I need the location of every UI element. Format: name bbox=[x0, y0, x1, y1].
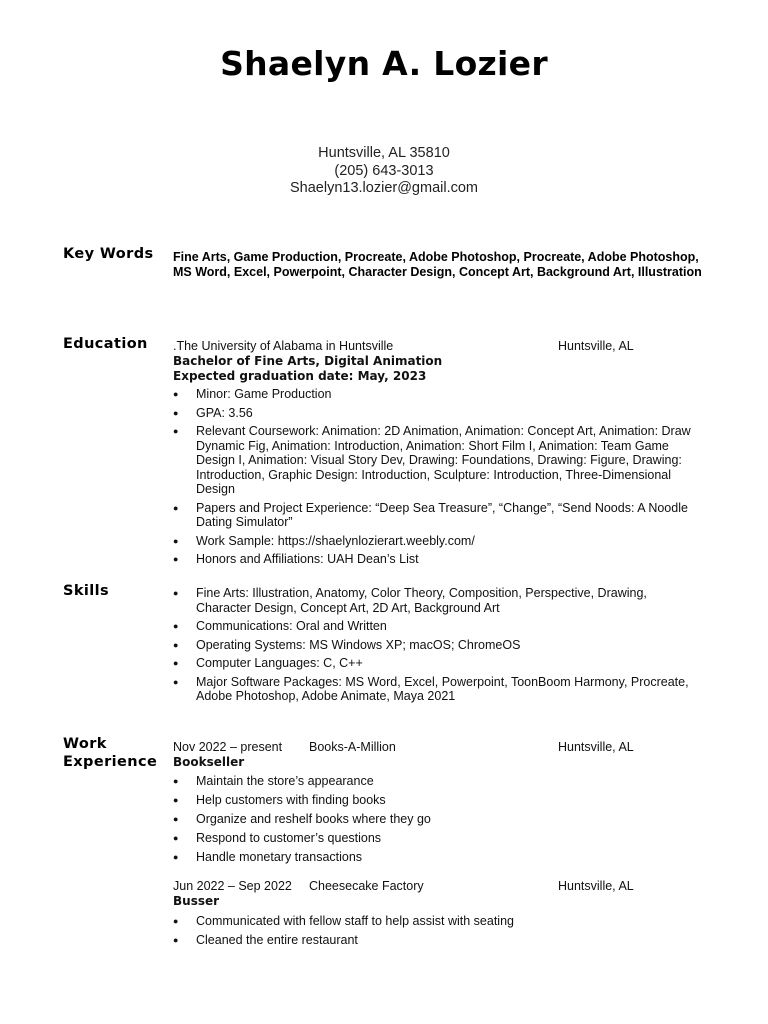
school-name: .The University of Alabama in Huntsville bbox=[173, 339, 394, 353]
job-title: Busser bbox=[173, 894, 220, 908]
job-bullets bbox=[173, 774, 703, 865]
list-item: ● Handle monetary transactions bbox=[173, 850, 703, 865]
work-label-line2: Experience bbox=[63, 754, 158, 770]
list-item: ● Honors and Affiliations: UAH Dean’s List bbox=[173, 552, 703, 567]
resume-name: Shaelyn A. Lozier bbox=[220, 44, 548, 83]
keywords-text: Fine Arts, Game Production, Procreate, Adobe Photoshop, Procreate, Adobe Photoshop, MS Word, Excel, Powerpoint, Character Design, Concept Art, Background Art, Illustration bbox=[173, 250, 702, 279]
contact-block bbox=[0, 145, 768, 198]
section-label-skills: Skills bbox=[63, 583, 110, 599]
education-bullets bbox=[173, 387, 703, 567]
list-item: ● Computer Languages: C, C++ bbox=[173, 656, 703, 671]
address: Huntsville, AL 35810 bbox=[318, 145, 450, 161]
list-item: ● Minor: Game Production bbox=[173, 387, 703, 402]
list-item: ● Communicated with fellow staff to help assist with seating bbox=[173, 914, 703, 929]
job-entry bbox=[173, 879, 703, 947]
section-label-work-experience bbox=[63, 735, 157, 771]
phone-number: (205) 643-3013 bbox=[334, 162, 434, 179]
section-label-keywords: Key Words bbox=[63, 246, 154, 262]
education-section bbox=[173, 339, 703, 567]
list-item: ● Fine Arts: Illustration, Anatomy, Color Theory, Composition, Perspective, Drawing, Character Design, Concept Art, 2D Art, Background Art bbox=[173, 586, 703, 615]
job-location: Huntsville, AL bbox=[558, 740, 634, 754]
list-item: ● Communications: Oral and Written bbox=[173, 619, 703, 634]
job-employer: Cheesecake Factory bbox=[309, 879, 424, 893]
list-item: ● Work Sample: https://shaelynlozierart.weebly.com/ bbox=[173, 534, 703, 549]
list-item: ● Operating Systems: MS Windows XP; macOS; ChromeOS bbox=[173, 638, 703, 653]
list-item: ● Maintain the store’s appearance bbox=[173, 774, 703, 789]
work-label-line1: Work bbox=[63, 736, 107, 752]
job-location: Huntsville, AL bbox=[558, 879, 634, 893]
list-item: ● Major Software Packages: MS Word, Excel, Powerpoint, ToonBoom Harmony, Procreate, Adobe Photoshop, Adobe Animate, Maya 2021 bbox=[173, 675, 703, 704]
skills-bullets bbox=[173, 586, 703, 704]
list-item: ● Organize and reshelf books where they go bbox=[173, 812, 703, 827]
list-item: ● Papers and Project Experience: “Deep Sea Treasure”, “Change”, “Send Noods: A Noodle Dating Simulator” bbox=[173, 501, 703, 530]
list-item: ● Help customers with finding books bbox=[173, 793, 703, 808]
education-header-row bbox=[173, 339, 703, 354]
email-address: Shaelyn13.lozier@gmail.com bbox=[290, 180, 478, 196]
job-dates: Nov 2022 – present bbox=[173, 740, 283, 754]
job-dates: Jun 2022 – Sep 2022 bbox=[173, 879, 292, 893]
school-location: Huntsville, AL bbox=[558, 339, 634, 353]
job-title: Bookseller bbox=[173, 755, 245, 769]
list-item: ● GPA: 3.56 bbox=[173, 406, 703, 421]
list-item: ● Cleaned the entire restaurant bbox=[173, 933, 703, 948]
job-bullets bbox=[173, 914, 703, 948]
list-item: ● Relevant Coursework: Animation: 2D Animation, Animation: Concept Art, Animation: Draw Dynamic Fig, Animation: Introduction, Animation: Short Film I, Animation: Team Game Design I, Animation: Visual Story Dev, Drawing: Foundations, Drawing: Figure, Drawing: Introduction, Graphic Design: Introduction, Sculpture: Introduction, Three-Dimensional Design bbox=[173, 424, 703, 497]
graduation-date: Expected graduation date: May, 2023 bbox=[173, 368, 427, 383]
job-employer: Books-A-Million bbox=[309, 740, 396, 754]
job-header-row bbox=[173, 879, 703, 894]
job-entry bbox=[173, 740, 703, 864]
degree: Bachelor of Fine Arts, Digital Animation bbox=[173, 354, 443, 368]
skills-section bbox=[173, 586, 703, 704]
job-header-row bbox=[173, 740, 703, 755]
section-label-education: Education bbox=[63, 336, 148, 352]
list-item: ● Respond to customer’s questions bbox=[173, 831, 703, 846]
